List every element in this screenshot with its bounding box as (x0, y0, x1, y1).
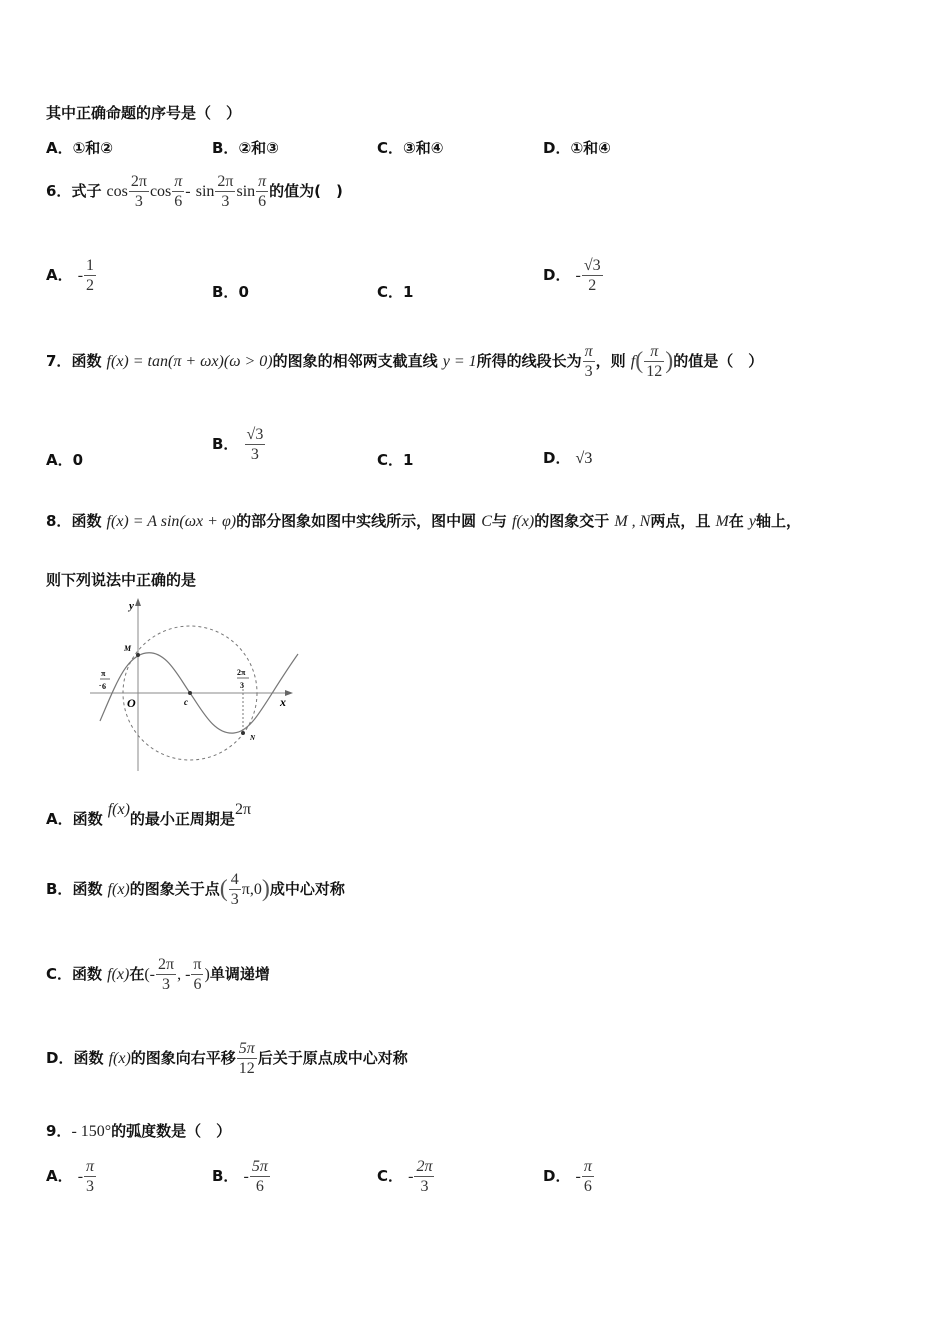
q8-option-a[interactable]: A．函数 f(x)的最小正周期是2π (46, 801, 252, 828)
graph-n-label: N (250, 734, 256, 742)
graph-x-label: x (280, 695, 286, 709)
q7-option-b[interactable]: B． $\frac{√3}{3}$ (212, 426, 264, 463)
graph-left-num: π (101, 669, 106, 678)
q8-option-d[interactable]: D．函数 f(x)的图象向右平移 $\frac{5\pi}{12}$ 后关于原点成中心对称 (46, 1040, 408, 1077)
q5-option-d[interactable]: D．①和④ (543, 139, 611, 157)
point-c (188, 691, 192, 695)
point-n (241, 731, 245, 735)
q8-option-b[interactable]: B．函数 f(x)的图象关于点( $\frac{4}{3}$ π,0)成中心对称 (46, 871, 345, 908)
q5-stem: 其中正确命题的序号是（ ） (46, 104, 242, 122)
q9-option-d[interactable]: D． - $\frac{\pi}{6}$ (543, 1158, 592, 1195)
q7-option-d[interactable]: D． √3 (543, 449, 593, 467)
q9-option-b[interactable]: B． - $\frac{5\pi}{6}$ (212, 1158, 268, 1195)
y-axis-arrow (135, 598, 141, 606)
graph-y-label: y (129, 600, 134, 612)
graph-left-sign: - (99, 681, 102, 689)
q9-option-a[interactable]: A． - $\frac{\pi}{3}$ (46, 1158, 95, 1195)
q7-stem: 7．函数 f(x) = tan(π + ωx)(ω > 0)的图象的相邻两支截直线 y = 1所得的线段长为 $\frac{\pi}{3}$ ，则 f( $\frac{\pi}{12}$ )的值是（ ） (46, 343, 764, 380)
graph-right-num: 2π (237, 668, 246, 677)
q6-stem: 6．式子 cos $\frac{2\pi}{3}$ cos $\frac{\pi}{6}$ - sin $\frac{2\pi}{3}$ sin $\frac{\pi}{6}$ 的值为( ) (46, 173, 343, 210)
graph-left-den: 6 (102, 682, 106, 691)
q7-option-a[interactable]: A．0 (46, 451, 84, 469)
graph-m-label: M (124, 644, 132, 653)
q8-option-c[interactable]: C．函数 f(x)在(- $\frac{2\pi}{3}$ , - $\frac{\pi}{6}$ )单调递增 (46, 956, 270, 993)
q6-option-a[interactable]: A． - $\frac{1}{2}$ (46, 257, 95, 294)
graph-origin: O (127, 696, 136, 710)
x-axis-arrow (285, 690, 293, 696)
q7-option-c[interactable]: C．1 (377, 451, 414, 469)
q5-option-a[interactable]: A．①和② (46, 139, 114, 157)
q8-graph (86, 596, 306, 776)
q6-option-c[interactable]: C．1 (377, 283, 414, 301)
q8-stem: 8．函数 f(x) = A sin(ωx + φ)的部分图象如图中实线所示，图中圆 C与 f(x)的图象交于 M , N两点，且 M在 y轴上， (46, 512, 801, 530)
point-m (136, 653, 140, 657)
q5-option-c[interactable]: C．③和④ (377, 139, 444, 157)
q6-option-d[interactable]: D． - $\frac{√3}{2}$ (543, 257, 601, 294)
q6-option-b[interactable]: B．0 (212, 283, 249, 301)
q5-option-b[interactable]: B．②和③ (212, 139, 279, 157)
graph-right-den: 3 (240, 681, 244, 690)
graph-c-label: c (184, 697, 188, 707)
q9-option-c[interactable]: C． - $\frac{2\pi}{3}$ (377, 1158, 433, 1195)
q9-stem: 9．- 150°的弧度数是（ ） (46, 1122, 232, 1140)
q8-stem-line2: 则下列说法中正确的是 (46, 571, 197, 589)
